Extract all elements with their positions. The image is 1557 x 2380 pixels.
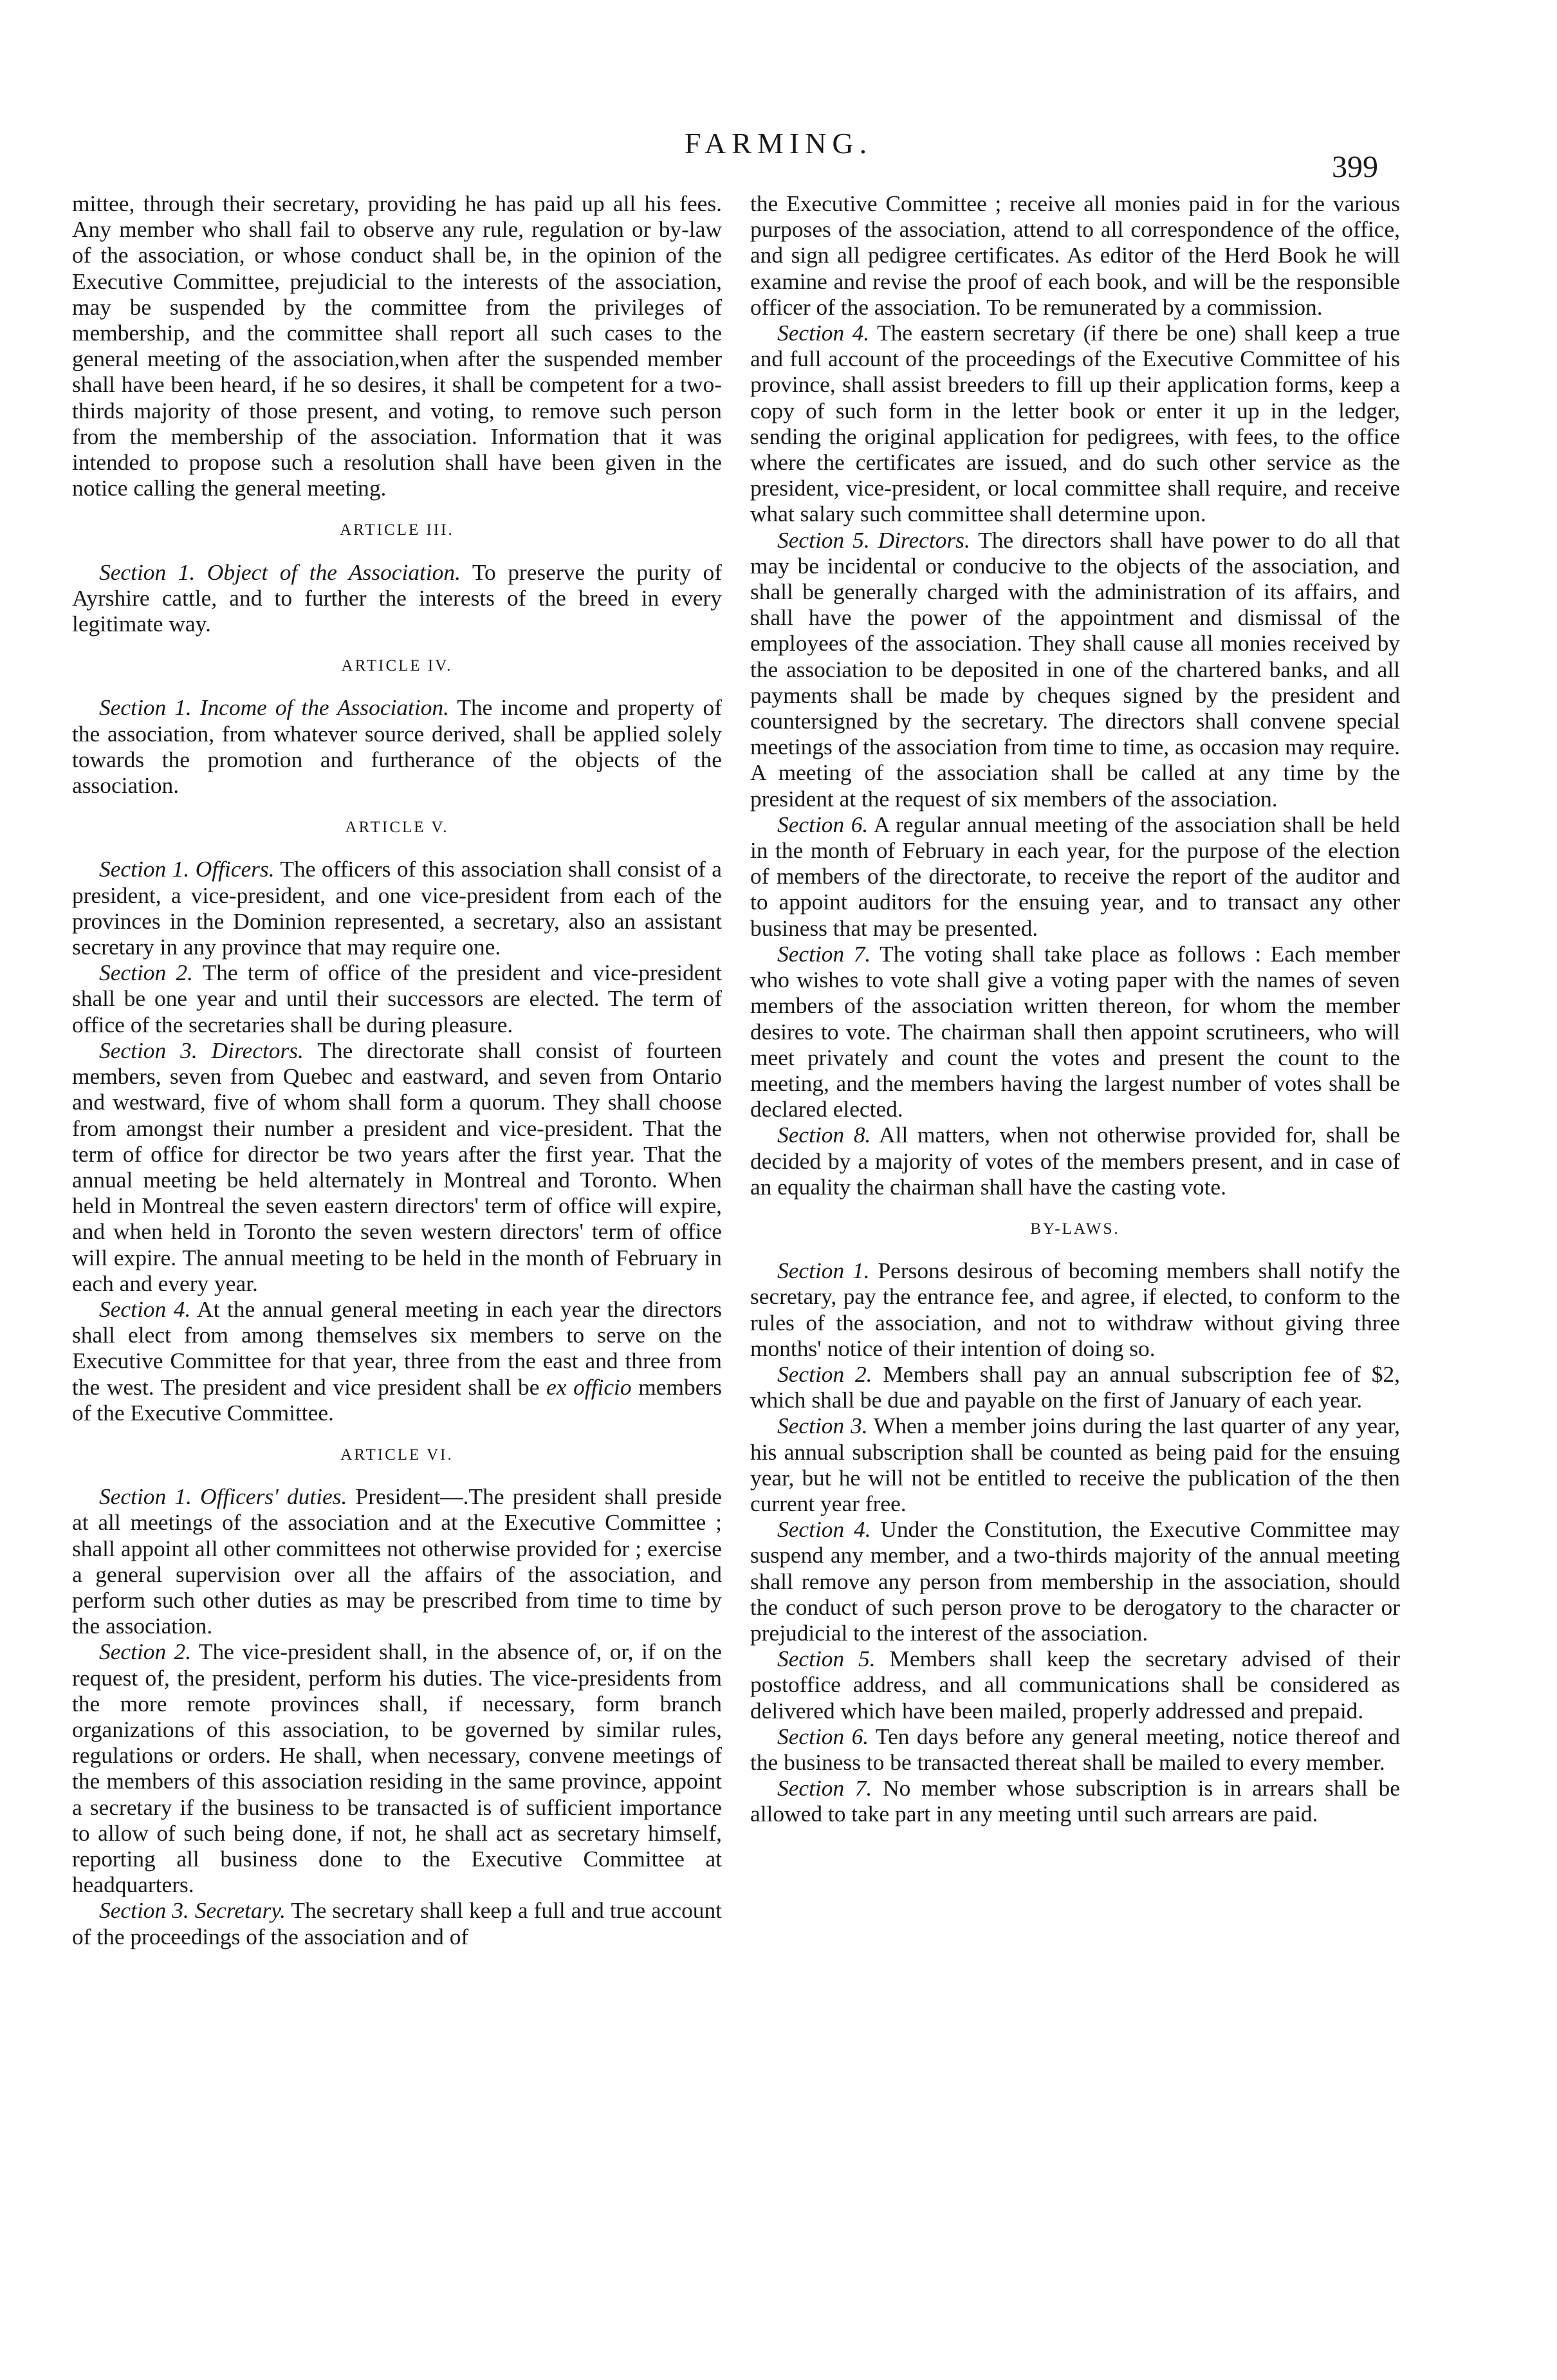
section-text: The secretary shall keep a full and true account of the proceedings of the association and of (72, 1897, 722, 1949)
section-label: Section 2. (99, 960, 193, 986)
left-column (72, 191, 722, 1949)
section-paragraph (72, 1296, 722, 1426)
bylaw-paragraph (750, 1413, 1400, 1516)
section-paragraph (72, 1037, 722, 1296)
section-label: Section 1. Officers' duties. (99, 1483, 347, 1510)
section-text: The officers of this association shall consist of a president, a vice-president, and one vice-president from each of the provinces in the Dominion represented, a secretary, also an assistant secretary in any province that may require one. (72, 856, 722, 960)
section-text: No member whose subscription is in arrears shall be allowed to take part in any meeting until such arrears are paid. (750, 1775, 1400, 1827)
section-paragraph (750, 812, 1400, 941)
bylaw-paragraph (750, 1646, 1400, 1724)
continued-paragraph: the Executive Committee ; receive all monies paid in for the various purposes of the association, attend to all correspondence of the office, and sign all pedigree certificates. As editor of the Herd Book he will examine and revise the proof of each book, and will be the responsible officer of the association. To be remunerated by a commission. (750, 191, 1400, 320)
section-text: The vice-president shall, in the absence of, or, if on the request of, the president, perform his duties. The vice-presidents from the more remote provinces shall, if necessary, form branch organizations of this association, to be governed by similar rules, regulations or orders. He shall, when necessary, convene meetings of the members of this association residing in the same province, appoint a secretary if the business to be transacted is of sufficient importance to allow of such being done, if not, he shall act as secretary himself, reporting all business done to the Executive Committee at headquarters. (72, 1639, 723, 1898)
section-paragraph (72, 694, 722, 798)
section-paragraph (750, 941, 1400, 1122)
section-text: Under the Constitution, the Executive Committee may suspend any member, and a two-thirds majority of the annual meeting shall remove any person from membership in the association, should the conduct of such person prove to be derogatory to the character or prejudicial to the interest of the association. (750, 1516, 1400, 1646)
section-text: Persons desirous of becoming members shall notify the secretary, pay the entrance fee, and agree, if elected, to conform to the rules of the association, and not to withdraw without giving three months' notice of their intention of doing so. (750, 1258, 1401, 1361)
section-text: The income and property of the association, from whatever source derived, shall be applied solely towards the promotion and furtherance of the objects of the association. (72, 694, 722, 799)
section-text: To preserve the purity of Ayrshire cattle, and to further the interests of the breed in every legitimate way. (72, 559, 722, 637)
page-number: 399 (1332, 150, 1378, 184)
article-heading: ARTICLE III. (340, 521, 454, 539)
section-label: Section 3. Secretary. (99, 1897, 286, 1924)
running-head: FARMING. (684, 127, 873, 160)
section-label: Section 1. (777, 1258, 870, 1284)
section-label: Section 4. (777, 320, 870, 346)
section-label: Section 4. (777, 1516, 871, 1543)
section-label: Section 2. (777, 1361, 872, 1387)
section-paragraph (72, 856, 722, 960)
section-label: Section 5. Directors. (777, 526, 970, 553)
section-text: All matters, when not otherwise provided for, shall be decided by a majority of votes of the members present, and in case of an equality the chairman shall have the casting vote. (750, 1122, 1400, 1200)
section-text: At the annual general meeting in each year the directors shall elect from among themselves six members to serve on the Executive Committee for that year, three from the east and three from the west. The president and vice president shall be (72, 1296, 722, 1400)
bylaw-paragraph (750, 1361, 1400, 1413)
section-paragraph (72, 1483, 722, 1639)
section-label: Section 8. (777, 1122, 871, 1148)
article-heading: ARTICLE VI. (340, 1446, 454, 1464)
section-label: Section 6. (777, 811, 869, 837)
section-paragraph (72, 960, 722, 1037)
section-paragraph (72, 559, 722, 637)
section-label: Section 4. (99, 1296, 191, 1322)
section-text: The eastern secretary (if there be one) shall keep a true and full account of the proceedings of the Executive Committee of his province, shall assist breeders to fill up their application forms, keep a copy of such form in the letter book or enter it up in the ledger, sending the original application for pedigrees, with fees, to the office where the certificates are issued, and do such other service as the president, vice-president, or local committee shall require, and receive what salary such committee shall determine upon. (750, 320, 1400, 527)
section-text: The term of office of the president and vice-president shall be one year and until their successors are elected. The term of office of the secretaries shall be during pleasure. (72, 960, 722, 1037)
section-text: The voting shall take place as follows : Each member who wishes to vote shall give a voting paper with the names of seven members of the association written thereon, for whom the member desires to vote. The chairman shall then appoint scrutineers, who will meet privately and count the votes and present the count to the meeting, and the members having the largest number of votes shall be declared elected. (750, 940, 1400, 1122)
section-text: Members shall pay an annual subscription fee of $2, which shall be due and payable on the first of January of each year. (750, 1361, 1400, 1413)
section-paragraph (72, 1897, 722, 1949)
section-text: A regular annual meeting of the association shall be held in the month of February in each year, for the purpose of the election of members of the directorate, to receive the report of the auditor and to appoint auditors for the ensuing year, and to transact any other business that may be presented. (750, 811, 1400, 941)
section-label: Section 5. (777, 1646, 876, 1672)
section-paragraph (750, 320, 1400, 527)
section-label: Section 7. (777, 940, 871, 967)
section-label: Section 3. (777, 1413, 868, 1439)
section-paragraph (750, 527, 1400, 812)
section-label: Section 2. (99, 1639, 192, 1665)
section-text: The directors shall have power to do all that may be incidental or conducive to the objects of the association, and shall be generally charged with the administration of its affairs, and shall have the power of the appointment and dismissal of the employees of the association. They shall cause all monies received by the association to be deposited in one of the chartered banks, and all payments shall be made by cheques signed by the president and countersigned by the secretary. The directors shall convene special meetings of the association from time to time, as occasion may require. A meeting of the association shall be called at any time by the president at the request of six members of the association. (750, 526, 1400, 812)
bylaw-paragraph (750, 1516, 1400, 1646)
bylaw-paragraph (750, 1775, 1400, 1827)
section-text: President—.The president shall preside at all meetings of the association and at the Executive Committee ; shall appoint all other committees not otherwise provided for ; exercise a general supervision over all the affairs of the association, and perform such other duties as may be prescribed from time to time by the association. (72, 1483, 722, 1639)
section-label: Section 1. Income of the Association. (99, 694, 449, 721)
section-label: Section 1. Object of the Association. (99, 559, 461, 585)
article-heading: ARTICLE IV. (341, 657, 453, 675)
section-text: members of the Executive Committee. (72, 1373, 722, 1426)
right-column (750, 191, 1400, 1827)
ex-officio-term: ex officio (546, 1373, 632, 1400)
article-heading: ARTICLE V. (345, 819, 449, 837)
section-text: Ten days before any general meeting, notice thereof and the business to be transacted thereat shall be mailed to every member. (750, 1723, 1400, 1775)
section-label: Section 7. (777, 1775, 872, 1801)
bylaws-heading: BY-LAWS. (1030, 1220, 1120, 1238)
continued-paragraph: mittee, through their secretary, providing he has paid up all his fees. Any member who shall fail to observe any rule, regulation or by-law of the association, or whose conduct shall be, in the opinion of the Executive Committee, prejudicial to the interests of the association, may be suspended by the committee from the privileges of membership, and the committee shall report all such cases to the general meeting of the association,when after the suspended member shall have been heard, if he so desires, it shall be competent for a two-thirds majority of those present, and voting, to remove such person from the membership of the association. Information that it was intended to propose such a resolution shall have been given in the notice calling the general meeting. (72, 191, 722, 501)
section-text: The directorate shall consist of fourteen members, seven from Quebec and eastward, and seven from Ontario and westward, five of whom shall form a quorum. They shall choose from amongst their number a president and vice-president. That the term of office for director be two years after the first year. That the annual meeting be held alternately in Montreal and Toronto. When held in Montreal the seven eastern directors' term of office will expire, and when held in Toronto the seven western directors' term of office will expire. The annual meeting to be held in the month of February in each and every year. (72, 1037, 723, 1296)
section-label: Section 1. Officers. (99, 856, 275, 882)
section-text: Members shall keep the secretary advised of their postoffice address, and all communications shall be considered as delivered which have been mailed, properly addressed and prepaid. (750, 1646, 1400, 1724)
section-paragraph (750, 1122, 1400, 1200)
bylaw-paragraph (750, 1724, 1400, 1775)
section-label: Section 6. (777, 1723, 869, 1749)
section-text: When a member joins during the last quarter of any year, his annual subscription shall be counted as being paid for the ensuing year, but he will not be entitled to receive the publication of the then current year free. (750, 1413, 1401, 1516)
bylaw-paragraph (750, 1258, 1400, 1361)
section-label: Section 3. Directors. (99, 1037, 304, 1063)
section-paragraph (72, 1639, 722, 1897)
